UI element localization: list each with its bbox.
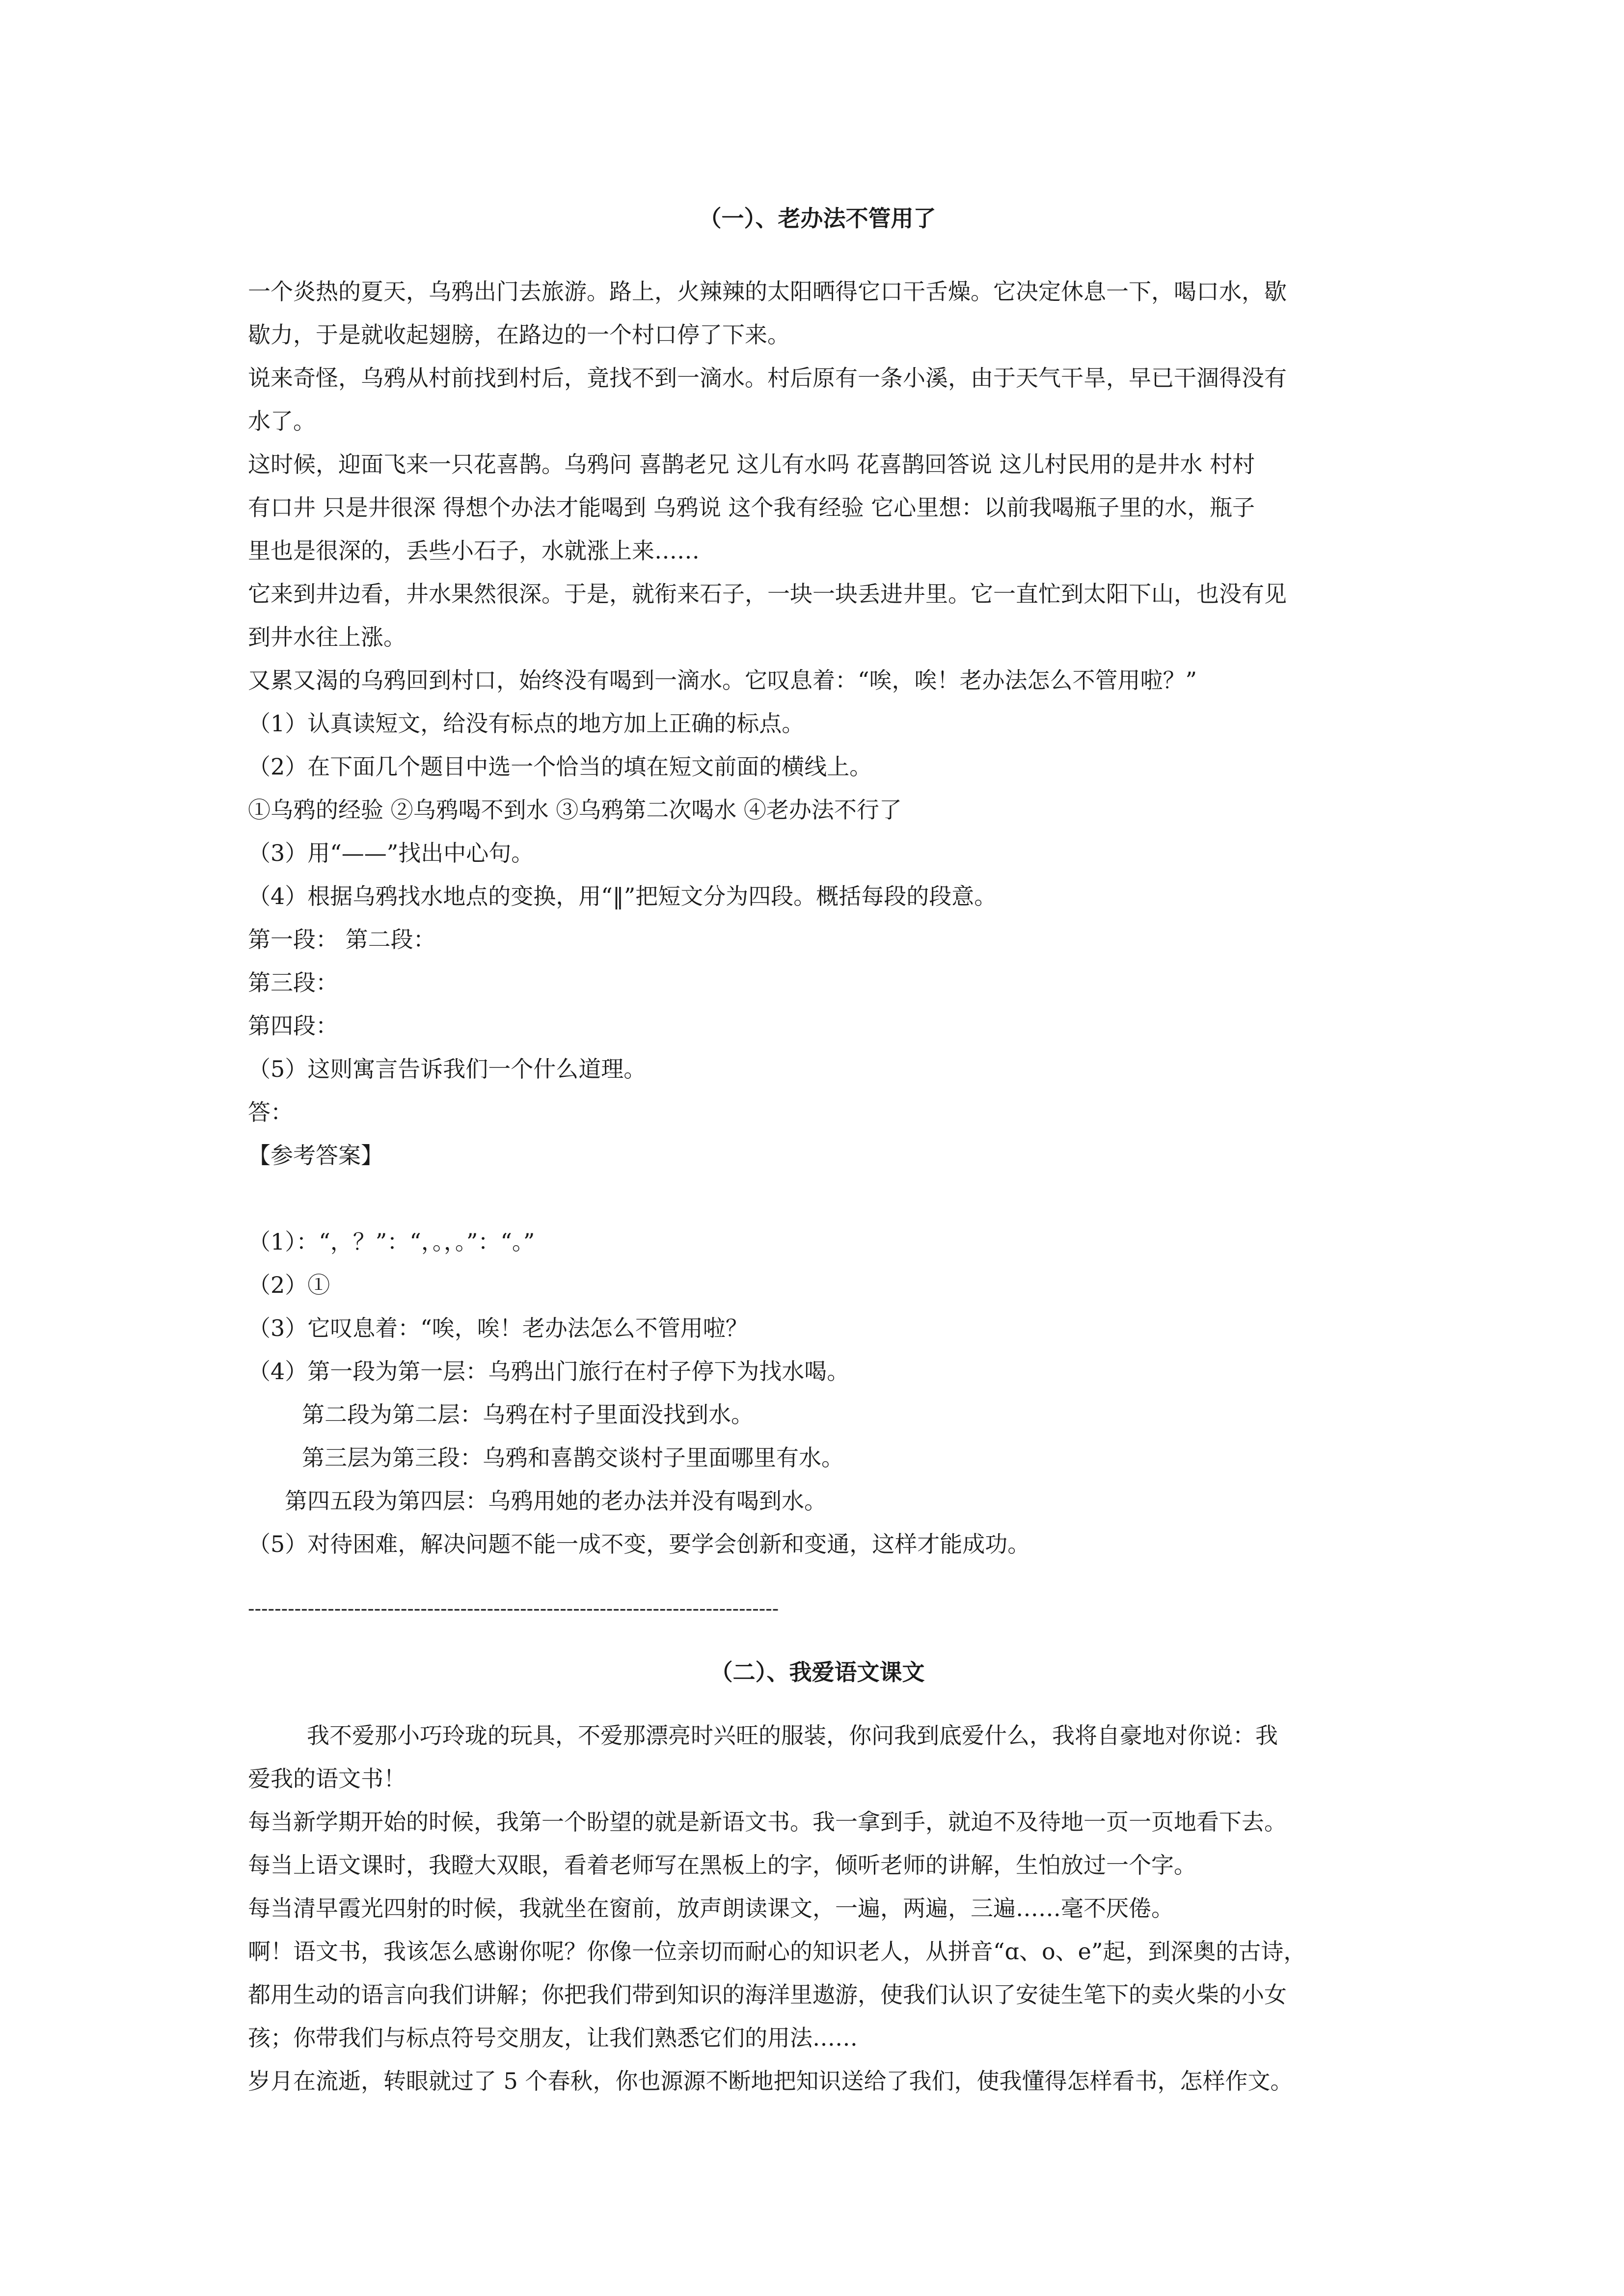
- story1-line: 一个炎热的夏天，乌鸦出门去旅游。路上，火辣辣的太阳晒得它口干舌燥。它决定休息一下，喝口水，歇: [248, 278, 1287, 305]
- question-line: （4）根据乌鸦找水地点的变换，用“‖”把短文分为四段。概括每段的段意。: [248, 883, 997, 909]
- question-line: （2）在下面几个题目中选一个恰当的填在短文前面的横线上。: [248, 753, 872, 780]
- answer-line: （4）第一段为第一层：乌鸦出门旅行在村子停下为找水喝。: [248, 1358, 850, 1385]
- story2-line: 每当上语文课时，我瞪大双眼，看着老师写在黑板上的字，倾听老师的讲解，生怕放过一个字。: [248, 1852, 1196, 1878]
- story1-line: 歇力，于是就收起翅膀，在路边的一个村口停了下来。: [248, 321, 790, 348]
- answer-line: （2）①: [248, 1272, 330, 1298]
- question-line: （5）这则寓言告诉我们一个什么道理。: [248, 1056, 647, 1082]
- answer-line: 第二段为第二层：乌鸦在村子里面没找到水。: [302, 1401, 754, 1428]
- story2-line: 每当新学期开始的时候，我第一个盼望的就是新语文书。我一拿到手，就迫不及待地一页一页地看下去。: [248, 1809, 1287, 1835]
- question-line: （3）用“——”找出中心句。: [248, 840, 534, 866]
- story1-line: 它来到井边看，井水果然很深。于是，就衔来石子，一块一块丢进井里。它一直忙到太阳下山，也没有见: [248, 581, 1287, 607]
- answer-line: 第三层为第三段：乌鸦和喜鹊交谈村子里面哪里有水。: [302, 1444, 844, 1471]
- question-line: （1）认真读短文，给没有标点的地方加上正确的标点。: [248, 710, 805, 737]
- answer-line: （1）：“，？”：“，。，。”：“。”: [248, 1228, 535, 1255]
- story2-line: 孩；你带我们与标点符号交朋友，让我们熟悉它们的用法……: [248, 2025, 858, 2051]
- document-page: [248, 196, 1387, 2103]
- story2-title: （二）、我爱语文课文: [710, 1659, 925, 1685]
- story2-line: 爱我的语文书！: [248, 1765, 406, 1792]
- story1-line: 水了。: [248, 408, 316, 434]
- question-line: 第一段： 第二段：: [248, 926, 436, 953]
- answer-line: （3）它叹息着：“唉，唉！老办法怎么不管用啦？: [248, 1315, 748, 1341]
- story2-line: 每当清早霞光四射的时候，我就坐在窗前，放声朗读课文，一遍，两遍，三遍……毫不厌倦。: [248, 1895, 1174, 1922]
- story1-line: 有口井 只是井很深 得想个办法才能喝到 乌鸦说 这个我有经验 它心里想：以前我喝瓶子里的水，瓶子: [248, 494, 1255, 521]
- spacer: [248, 1694, 1387, 1714]
- story1-line: 里也是很深的，丢些小石子，水就涨上来……: [248, 537, 700, 564]
- question-line: 第三段：: [248, 969, 338, 996]
- question-line: ①乌鸦的经验 ②乌鸦喝不到水 ③乌鸦第二次喝水 ④老办法不行了: [248, 797, 902, 823]
- answer-heading: 【参考答案】: [248, 1142, 383, 1169]
- story1-line: 到井水往上涨。: [248, 624, 406, 650]
- story1-line: 说来奇怪，乌鸦从村前找到村后，竟找不到一滴水。村后原有一条小溪，由于天气干旱，早已干涸得没有: [248, 365, 1287, 391]
- question-line: 第四段：: [248, 1013, 338, 1039]
- section-divider: --------------------------------------------------------------------------------: [248, 1598, 779, 1620]
- story1-line: 又累又渴的乌鸦回到村口，始终没有喝到一滴水。它叹息着：“唉，唉！老办法怎么不管用啦？”: [248, 667, 1197, 694]
- story1-title: （一）、老办法不管用了: [699, 205, 936, 232]
- story2-line: 岁月在流逝，转眼就过了 5 个春秋，你也源源不断地把知识送给了我们，使我懂得怎样看书，怎样作文。: [248, 2068, 1293, 2094]
- spacer: [248, 1566, 1387, 1587]
- story1-line: 这时候，迎面飞来一只花喜鹊。乌鸦问 喜鹊老兄 这儿有水吗 花喜鹊回答说 这儿村民用的是井水 村村: [248, 451, 1255, 478]
- answer-line: 第四五段为第四层：乌鸦用她的老办法并没有喝到水。: [285, 1488, 827, 1514]
- story2-line: 我不爱那小巧玲珑的玩具，不爱那漂亮时兴旺的服装，你问我到底爱什么，我将自豪地对你说：我: [307, 1722, 1278, 1749]
- answer-line: （5）对待困难，解决问题不能一成不变，要学会创新和变通，这样才能成功。: [248, 1531, 1030, 1557]
- spacer: [248, 1630, 1387, 1650]
- story2-line: 啊！语文书，我该怎么感谢你呢？你像一位亲切而耐心的知识老人，从拼音“ɑ、o、e”起，到深奥的古诗，: [248, 1938, 1306, 1965]
- spacer: [248, 240, 1387, 270]
- spacer: [248, 1177, 1387, 1220]
- story2-line: 都用生动的语言向我们讲解；你把我们带到知识的海洋里遨游，使我们认识了安徒生笔下的卖火柴的小女: [248, 1981, 1287, 2008]
- question-line: 答：: [248, 1099, 293, 1125]
